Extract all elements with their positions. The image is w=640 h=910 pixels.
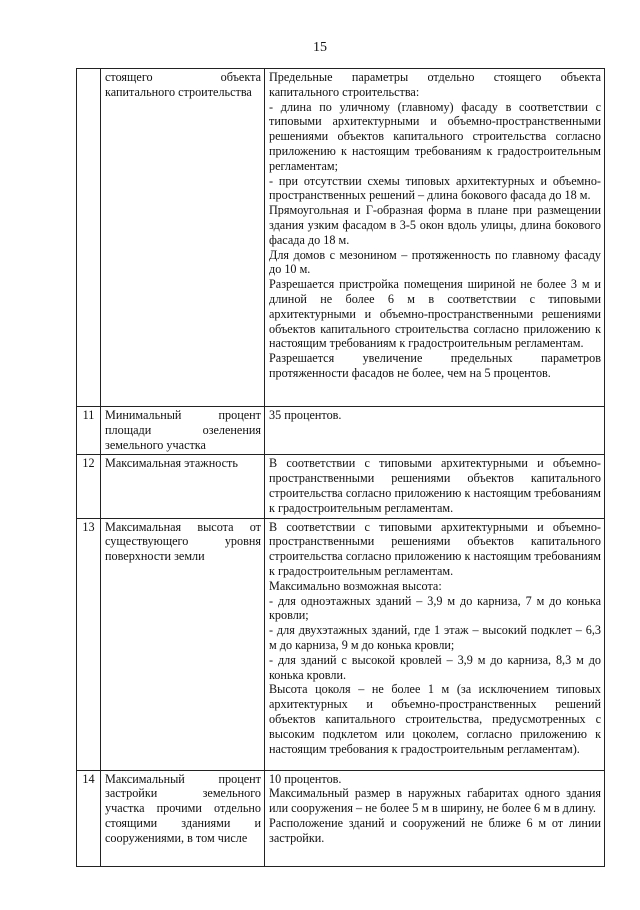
row-number: 12 xyxy=(77,455,101,518)
value-paragraph: Разрешается увеличение предельных параметров протяженности фасадов не более, чем на 5 процентов. xyxy=(269,351,601,380)
parameter-name: Максимальная этажность xyxy=(101,455,265,518)
parameter-value xyxy=(265,455,605,518)
parameter-name: Минимальный процент площади озеленения земельного участка xyxy=(101,407,265,455)
parameter-name: стоящего объекта капитального строительства xyxy=(101,69,265,407)
table-row xyxy=(77,455,605,518)
parameter-name: Максимальный процент застройки земельного участка прочими отдельно стоящими зданиями и сооружениями, в том числе xyxy=(101,770,265,866)
value-paragraph: Для домов с мезонином – протяженность по главному фасаду до 10 м. xyxy=(269,247,601,277)
row-number: 13 xyxy=(77,518,101,770)
value-paragraph: Разрешается пристройка помещения шириной не более 3 м и длиной не более 6 м в соответствии с типовыми архитектурными и объемно-пространственными решениями объектов капитального строительства согласно приложению к настоящим требованиям к градостроительным регламентам. xyxy=(269,277,601,351)
value-paragraph: Прямоугольная и Г-образная форма в плане при размещении здания узким фасадом в 3-5 окон вдоль улицы, длина бокового фасада до 18 м. xyxy=(269,203,601,247)
value-paragraph: 35 процентов. xyxy=(269,408,342,422)
table-row xyxy=(77,518,605,770)
value-paragraph: - при отсутствии схемы типовых архитектурных и объемно-пространственных решений – длина бокового фасада до 18 м. xyxy=(269,173,601,203)
parameter-value xyxy=(265,69,605,407)
value-paragraph: В соответствии с типовыми архитектурными и объемно-пространственными решениями объектов капитального строительства согласно приложению к настоящим требованиям к градостроительным регламентам. xyxy=(269,519,601,578)
value-paragraph: - длина по уличному (главному) фасаду в соответствии с типовыми архитектурными и объемно-пространственными решениями объектов капитального строительства согласно приложению к настоящим требованиям к градостроительным регламентам; xyxy=(269,99,601,173)
page-number: 15 xyxy=(313,40,327,55)
regulations-table xyxy=(76,68,605,867)
value-paragraph: - для двухэтажных зданий, где 1 этаж – высокий подклет – 6,3 м до карниза, 9 м до конька кровли; xyxy=(269,623,601,652)
value-paragraph: Максимально возможная высота: xyxy=(269,578,442,593)
value-paragraph: - для зданий с высокой кровлей – 3,9 м до карниза, 8,3 м до конька кровли. xyxy=(269,652,601,682)
value-paragraph: 10 процентов. xyxy=(269,771,342,786)
row-number: 11 xyxy=(77,407,101,455)
value-paragraph: - для одноэтажных зданий – 3,9 м до карниза, 7 м до конька кровли; xyxy=(269,593,601,623)
parameter-value xyxy=(265,770,605,866)
parameter-value xyxy=(265,518,605,770)
table-row xyxy=(77,770,605,866)
row-number xyxy=(77,69,101,407)
table-row xyxy=(77,407,605,455)
value-paragraph: Расположение зданий и сооружений не ближе 6 м от линии застройки. xyxy=(269,815,601,845)
value-paragraph: В соответствии с типовыми архитектурными и объемно-пространственными решениями объектов капитального строительства согласно приложению к настоящим требованиям к градостроительным регламентам. xyxy=(269,456,601,515)
value-paragraph: Высота цоколя – не более 1 м (за исключением типовых архитектурных и объемно-пространственных решений объектов капитального строительства, предусмотренных с высоким подклетом или цоколем, согласно приложению к настоящим требования к градостроительным регламентам). xyxy=(269,682,601,756)
parameter-name: Максимальная высота от существующего уровня поверхности земли xyxy=(101,518,265,770)
value-paragraph: Максимальный размер в наружных габаритах одного здания или сооружения – не более 5 м в ширину, не более 6 м в длину. xyxy=(269,786,601,816)
value-paragraph: Предельные параметры отдельно стоящего объекта капитального строительства: xyxy=(269,70,601,99)
row-number: 14 xyxy=(77,770,101,866)
table-row xyxy=(77,69,605,407)
parameter-value xyxy=(265,407,605,455)
